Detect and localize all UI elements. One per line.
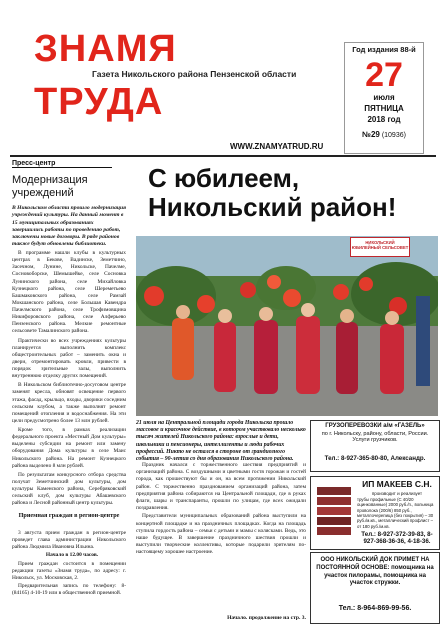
- paragraph: Кроме того, в рамках реализации федерального проекта «Местный Дом культуры» выделены субсидии на ремонт или замену оборудования Дома культуры в селе Маис Никольского района. На ремонт Кузнецкого района выделено 8 млн рублей.: [12, 427, 126, 469]
- masthead-title-line2: ТРУДА: [34, 81, 164, 123]
- cargo-ad: [310, 420, 440, 472]
- main-headline: С юбилеем, Никольский район!: [148, 163, 397, 223]
- issue-label: №29: [362, 130, 380, 139]
- metal-pipes-icon: [315, 483, 353, 543]
- masthead-title-line1: ЗНАМЯ: [34, 28, 177, 70]
- photo-caption: 21 июля на Центральной площади города Никольска прошло массовое и красочное действие, в котором участвовало несколько тысяч жителей Никольского района: взрослые и дети, школьники и пенсионеры, интеллигенты и люди рабочих профессий. Никто не остался в стороне от грандиозного события – 90-летия со дня образования Никольского района.: [136, 420, 306, 463]
- continuation-note: Начало. продолжение на стр. 3.: [227, 615, 306, 621]
- jubilee-stamp: [350, 237, 410, 257]
- paragraph: Представители муниципальных образований района выступили на концертной площадке и на праздничных площадках. Когда на площадь ступила гордость района – семьи с детьми и мамы с колясками. Ведь, это наше будущее. В завершение праздничного шествия прошли и выступили творческие коллективы, которые подарили зрителям по-настоящему хорошее настроение.: [136, 513, 306, 556]
- issue-serial: (10936): [381, 132, 406, 139]
- paragraph: Практически во всех учреждениях культуры планируется выполнить комплекс общестроительных работ – заменить окна и двери, отремонтировать кровли, привести в порядок зрительные залы, выполнить внутреннюю отделку других помещений.: [12, 337, 126, 380]
- paragraph: Праздник начался с торжественного шествия предприятий и организаций района. С воздушными и цветными гостя горожан и гостей города, как прошествуют бы и он, на всем протяжении Никольский район. С торжественно празднованием организаций района, затем предприятия района собираются на Центральной площади, где в руках флаги, шары и транспаранты, прошли по улицам, где всех ожидали поздравления.: [136, 462, 306, 512]
- cargo-ad-text: [313, 423, 437, 444]
- paragraph: Предварительная запись по телефону: 8-(84165) 4-10-19 или в общественной приемной.: [12, 582, 126, 596]
- issue-number: [346, 130, 422, 139]
- nikolsky-dok-ad: [310, 552, 440, 624]
- main-article-body: [136, 462, 306, 557]
- issue-month: июля: [373, 93, 395, 102]
- masthead-tagline: Газета Никольского района Пензенской области: [92, 69, 297, 79]
- issue-weekday: ПЯТНИЦА: [364, 104, 404, 113]
- cargo-ad-body: по г. Никольску, району, области, России. Услуги грузчиков.: [321, 430, 429, 444]
- nikolsky-dok-ad-phone: Тел.: 8-964-869-99-56.: [338, 605, 412, 612]
- paragraph: В программе нашли клубы в культурных центрах в Бекове, Вадинске, Земетчино, Засечном, Лунине, Никольске, Пачелме, Сосновоборске, Шемышейке, селе Сосновка Лунинского района, селе Михайловка Кузнецкого района, селе Шереметьево Башмаковского района, селе Рамзай Мокшанского района, селе Большая Кавендра Пачелмского района, селе Трофимовщина Никифоровского района, селе Алферьево Пензенского района. Мелкие ремонтные сельсовете Тамалинского района.: [12, 250, 126, 335]
- left-article-heading: Модернизация учреждений: [12, 174, 88, 200]
- parade-illustration: [136, 236, 438, 416]
- issue-day: 27: [365, 56, 403, 94]
- paragraph: Начало в 12.00 часов.: [45, 552, 99, 559]
- makeev-ad-subtitle: производит и реализует: [371, 491, 423, 496]
- makeev-ad-body: трубы профильные (С 40/20 оцинкованные) 2000 руб./п., вольница проволока (200/6) 850 руб., металлочерепица (без покрытия) – 30 руб./м.кв., металлический профлист – от 180 руб./м.кв.: [357, 497, 434, 529]
- cargo-ad-title: ГРУЗОПЕРЕВОЗКИ а/м «ГАЗЕЛЬ»: [325, 423, 425, 429]
- makeev-ad-title: ИП МАКЕЕВ С.Н.: [362, 479, 432, 489]
- year-of-publication: Год издания 88-й: [352, 45, 416, 54]
- paragraph: В Никольском библиотечно-досуговом центре заменят кресла, обновят освещение первого этажа, фасад, крыльцо, входы, дворики соседним сельским клубом, а также выполнят ремонт помещений отопления и водоснабжения. На эти цели предусмотрено более 13 млн рублей.: [12, 382, 126, 424]
- issue-year: 2018 год: [367, 115, 401, 124]
- cargo-ad-phone: Тел.: 8-927-365-80-80, Александр.: [324, 455, 426, 462]
- left-article-body: [12, 250, 126, 509]
- makeev-ad-phone: Тел.: 8-927-372-39-83, 8-927-368-36-36, 4-18-36.: [361, 531, 433, 546]
- stamp-text: НИКОЛЬСКИЙ ЮБИЛЕЙНЫЙ СЕЛЬСОВЕТ: [351, 240, 409, 251]
- paragraph: По результатам конкурсного отбора средства получат Земетчинский дом культуры, дом культуры Каменского района, Серебряковский сельский клуб, дом культуры Абашевского района и Лесной районный центр культуры.: [12, 471, 126, 507]
- masthead-rule: [10, 155, 436, 157]
- website-url[interactable]: WWW.ZNAMYATRUD.RU: [230, 142, 324, 151]
- section-label: Пресс-центр: [12, 160, 112, 168]
- paragraph: 3 августа прием граждан в регион-центре проведет глава администрации Никольского района Людмила Ивановна Ильина.: [12, 530, 126, 551]
- paragraph: Прием граждан состоится в помещении редакции газеты «Знамя труда», по адресу: г. Никольск, ул. Московская, 2.: [12, 560, 126, 581]
- makeev-ad: [310, 476, 440, 550]
- reception-heading: Приемная граждан в регион-центре: [18, 512, 120, 519]
- left-article-lead: В Никольском области прошло модернизация учреждений культуры. На данный момент в 15 муниципальных образованиях завершились работы по проведению работ, заключены новые договоры. В ряде районов также будут обновлены библиотеки.: [12, 205, 127, 248]
- nikolsky-dok-ad-body: ООО НИКОЛЬСКИЙ ДОК ПРИМЕТ НА ПОСТОЯННОЙ ОСНОВЕ: помощника на участок пилорамы, помощника на участок стружки.: [316, 557, 434, 587]
- reception-body: [12, 530, 126, 598]
- parade-photo: [136, 236, 438, 416]
